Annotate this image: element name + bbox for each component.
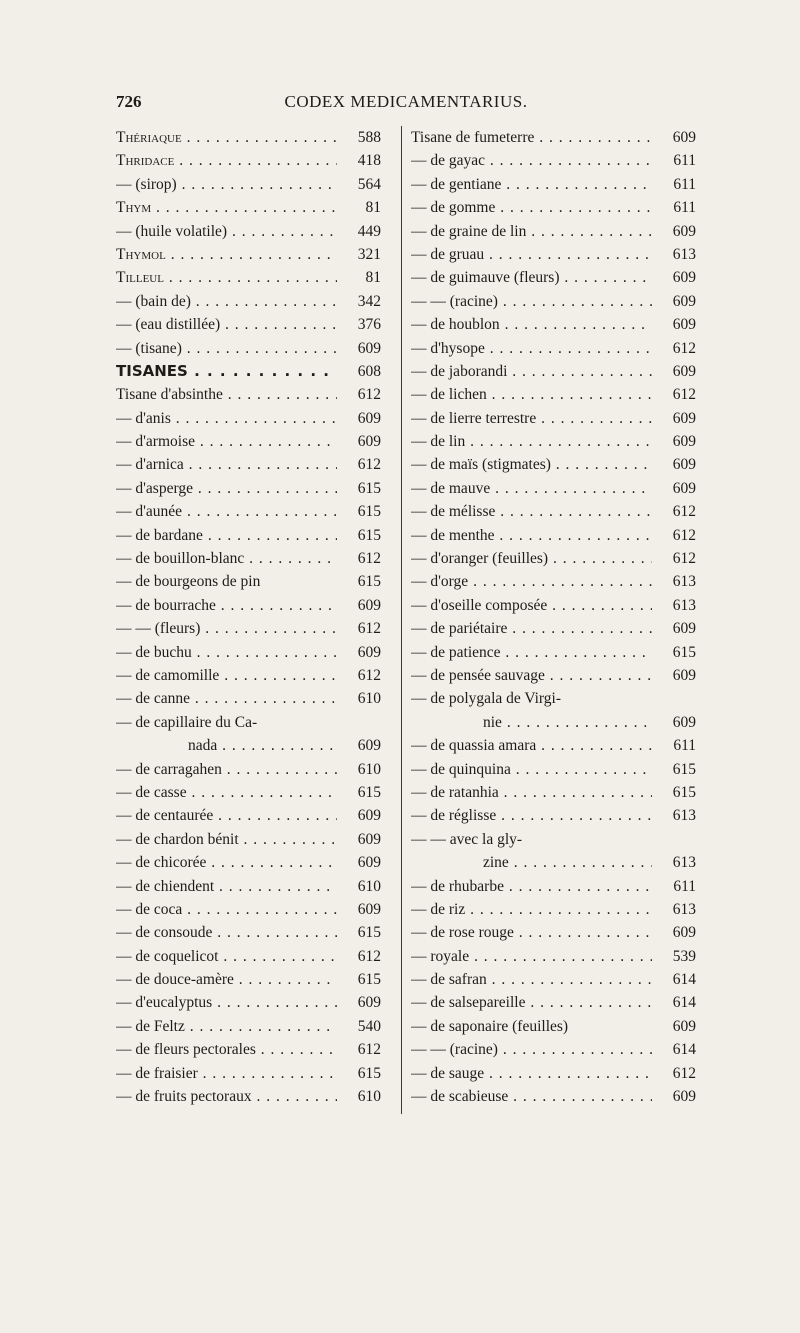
index-entry <box>411 898 696 921</box>
entry-page-number: 609 <box>672 222 696 240</box>
index-entry <box>411 991 696 1014</box>
entry-page-number: 612 <box>672 503 696 521</box>
entry-page-number: 612 <box>357 1041 381 1059</box>
index-entry <box>116 570 381 593</box>
index-entry <box>411 149 696 172</box>
index-entry <box>411 243 696 266</box>
entry-label: — d'eucalyptus . . . <box>116 991 337 1014</box>
entry-page-number: 615 <box>672 643 696 661</box>
entry-page-number: 615 <box>357 783 381 801</box>
entry-page-number: 612 <box>672 386 696 404</box>
index-entry <box>411 851 696 874</box>
index-entry <box>411 734 696 757</box>
index-entry <box>116 290 381 313</box>
entry-page-number: 613 <box>672 900 696 918</box>
entry-page-number: 342 <box>357 292 381 310</box>
index-entry <box>411 968 696 991</box>
index-entry <box>116 243 381 266</box>
page-number: 726 <box>116 92 142 111</box>
entry-label: — d'orge . . . <box>411 570 652 593</box>
index-entry <box>116 828 381 851</box>
entry-label: — de lin . . . <box>411 430 652 453</box>
entry-label: — de centaurée . . . <box>116 804 337 827</box>
entry-page-number: 612 <box>357 386 381 404</box>
entry-label: — d'hysope . . . <box>411 337 652 360</box>
index-entry <box>411 383 696 406</box>
index-entry <box>116 711 381 734</box>
entry-label: — de quinquina . . . <box>411 758 652 781</box>
index-entry <box>411 407 696 430</box>
entry-label: — d'oseille composée . . . <box>411 594 652 617</box>
entry-label: — de pensée sauvage . . . <box>411 664 652 687</box>
entry-page-number: 615 <box>357 526 381 544</box>
entry-label: Thériaque . . . <box>116 126 337 149</box>
entry-label: — de pariétaire . . . <box>411 617 652 640</box>
entry-page-number: 609 <box>357 737 381 755</box>
entry-page-number: 615 <box>357 479 381 497</box>
index-entry <box>116 383 381 406</box>
index-entry <box>116 875 381 898</box>
entry-label: Thymol . . . <box>116 243 337 266</box>
index-entry <box>116 313 381 336</box>
index-entry <box>411 290 696 313</box>
entry-label: — de bouillon-blanc . . . <box>116 547 337 570</box>
index-entry <box>116 1062 381 1085</box>
entry-label: — de rhubarbe . . . <box>411 875 652 898</box>
entry-label: — de carragahen . . . <box>116 758 337 781</box>
entry-label: — de camomille . . . <box>116 664 337 687</box>
entry-label: — de capillaire du Ca- <box>116 713 258 731</box>
entry-page-number: 613 <box>672 596 696 614</box>
index-entry <box>116 664 381 687</box>
index-entry <box>116 594 381 617</box>
entry-page-number: 609 <box>672 479 696 497</box>
entry-page-number: 609 <box>672 1088 696 1106</box>
entry-page-number: 609 <box>672 269 696 287</box>
index-entry <box>116 687 381 710</box>
index-entry <box>411 500 696 523</box>
index-entry <box>116 547 381 570</box>
entry-label: — de rose rouge . . . <box>411 921 652 944</box>
entry-label: — de saponaire (feuilles) <box>411 1017 569 1035</box>
entry-label: — de réglisse . . . <box>411 804 652 827</box>
entry-label: — de gomme . . . <box>411 196 652 219</box>
index-column-right <box>411 126 696 1108</box>
entry-label: TISANES . . . <box>116 360 337 383</box>
entry-label: — de gruau . . . <box>411 243 652 266</box>
index-entry <box>116 477 381 500</box>
index-entry <box>411 524 696 547</box>
index-entry <box>411 1085 696 1108</box>
entry-label: — de coquelicot . . . <box>116 945 337 968</box>
entry-label: — de consoude . . . <box>116 921 337 944</box>
index-entry <box>116 758 381 781</box>
index-entry <box>116 220 381 243</box>
entry-page-number: 615 <box>357 573 381 591</box>
index-entry <box>116 500 381 523</box>
entry-page-number: 539 <box>672 947 696 965</box>
index-entry <box>411 1062 696 1085</box>
entry-page-number: 612 <box>357 620 381 638</box>
entry-page-number: 612 <box>357 456 381 474</box>
entry-page-number: 609 <box>357 409 381 427</box>
index-entry <box>411 220 696 243</box>
entry-page-number: 609 <box>357 854 381 872</box>
index-entry <box>411 594 696 617</box>
entry-page-number: 614 <box>672 994 696 1012</box>
index-entry <box>411 313 696 336</box>
index-entry <box>411 126 696 149</box>
entry-label: — de sauge . . . <box>411 1062 652 1085</box>
index-entry <box>411 617 696 640</box>
entry-label: — de bourgeons de pin <box>116 573 261 591</box>
entry-label: — — (racine) . . . <box>411 1038 652 1061</box>
entry-label: — de guimauve (fleurs) . . . <box>411 266 652 289</box>
entry-label: — de mauve . . . <box>411 477 652 500</box>
entry-label: zine . . . <box>483 851 652 874</box>
entry-label: — de lichen . . . <box>411 383 652 406</box>
entry-label: — de bourrache . . . <box>116 594 337 617</box>
index-entry <box>411 664 696 687</box>
column-divider <box>401 126 402 1114</box>
entry-label: — d'aunée . . . <box>116 500 337 523</box>
entry-label: — de lierre terrestre . . . <box>411 407 652 430</box>
index-entry <box>411 828 696 851</box>
entry-label: — d'anis . . . <box>116 407 337 430</box>
entry-page-number: 609 <box>672 666 696 684</box>
index-entry <box>116 524 381 547</box>
index-entry <box>116 804 381 827</box>
entry-page-number: 540 <box>357 1017 381 1035</box>
entry-page-number: 609 <box>357 596 381 614</box>
entry-label: — (tisane) . . . <box>116 337 337 360</box>
entry-label: — de polygala de Virgi- <box>411 690 562 708</box>
entry-label: — de menthe . . . <box>411 524 652 547</box>
entry-label: — de gentiane . . . <box>411 173 652 196</box>
index-entry <box>411 337 696 360</box>
entry-page-number: 615 <box>357 971 381 989</box>
index-entry <box>411 687 696 710</box>
entry-label: — de mélisse . . . <box>411 500 652 523</box>
entry-page-number: 321 <box>357 245 381 263</box>
index-entry <box>411 781 696 804</box>
entry-label: — de douce-amère . . . <box>116 968 337 991</box>
index-entry <box>411 196 696 219</box>
entry-label: — — avec la gly- <box>411 830 523 848</box>
entry-page-number: 418 <box>357 152 381 170</box>
index-entry <box>116 266 381 289</box>
entry-label: — de gayac . . . <box>411 149 652 172</box>
entry-page-number: 608 <box>357 362 381 380</box>
entry-page-number: 609 <box>672 924 696 942</box>
index-entry <box>411 547 696 570</box>
entry-label: Tilleul . . . <box>116 266 337 289</box>
entry-page-number: 613 <box>672 807 696 825</box>
entry-page-number: 564 <box>357 175 381 193</box>
entry-page-number: 609 <box>672 713 696 731</box>
entry-page-number: 609 <box>357 900 381 918</box>
entry-label: — d'arnica . . . <box>116 453 337 476</box>
entry-label: — de fleurs pectorales . . . <box>116 1038 337 1061</box>
index-entry <box>116 430 381 453</box>
entry-label: — de Feltz . . . <box>116 1015 337 1038</box>
index-entry <box>116 734 381 757</box>
entry-label: — de salsepareille . . . <box>411 991 652 1014</box>
entry-label: nada . . . <box>188 734 337 757</box>
entry-label: — de chiendent . . . <box>116 875 337 898</box>
entry-page-number: 609 <box>357 994 381 1012</box>
entry-label: — de houblon . . . <box>411 313 652 336</box>
entry-page-number: 612 <box>357 947 381 965</box>
index-entry <box>411 266 696 289</box>
entry-page-number: 615 <box>672 760 696 778</box>
entry-page-number: 611 <box>673 877 696 895</box>
entry-label: — de chicorée . . . <box>116 851 337 874</box>
entry-page-number: 610 <box>357 760 381 778</box>
entry-page-number: 609 <box>672 362 696 380</box>
entry-page-number: 609 <box>672 409 696 427</box>
entry-page-number: 609 <box>672 620 696 638</box>
entry-page-number: 612 <box>672 339 696 357</box>
entry-page-number: 609 <box>672 129 696 146</box>
entry-label: Thym . . . <box>116 196 337 219</box>
entry-page-number: 609 <box>357 807 381 825</box>
index-entry <box>116 1038 381 1061</box>
running-title: CODEX MEDICAMENTARIUS. <box>284 92 528 111</box>
entry-page-number: 610 <box>357 877 381 895</box>
index-entry <box>411 758 696 781</box>
index-entry <box>411 875 696 898</box>
entry-label: — de coca . . . <box>116 898 337 921</box>
index-entry <box>116 921 381 944</box>
index-entry <box>411 641 696 664</box>
entry-label: — de riz . . . <box>411 898 652 921</box>
entry-page-number: 613 <box>672 245 696 263</box>
index-entry <box>411 804 696 827</box>
index-entry <box>116 196 381 219</box>
entry-page-number: 588 <box>357 129 381 146</box>
index-entry <box>116 360 381 383</box>
index-entry <box>116 173 381 196</box>
entry-page-number: 612 <box>357 550 381 568</box>
index-entry <box>116 781 381 804</box>
entry-page-number: 609 <box>357 643 381 661</box>
index-entry <box>411 945 696 968</box>
entry-page-number: 449 <box>357 222 381 240</box>
index-entry <box>116 149 381 172</box>
index-entry <box>116 453 381 476</box>
index-entry <box>411 173 696 196</box>
index-entry <box>411 430 696 453</box>
index-entry <box>411 570 696 593</box>
entry-label: — (sirop) . . . <box>116 173 337 196</box>
entry-page-number: 615 <box>357 1064 381 1082</box>
entry-page-number: 612 <box>672 550 696 568</box>
index-entry <box>411 711 696 734</box>
entry-label: — de bardane . . . <box>116 524 337 547</box>
entry-page-number: 609 <box>672 1017 696 1035</box>
entry-page-number: 615 <box>672 783 696 801</box>
entry-label: Tisane de fumeterre . . . <box>411 126 652 149</box>
entry-page-number: 615 <box>357 924 381 942</box>
entry-label: — (huile volatile) . . . <box>116 220 337 243</box>
entry-label: — de safran . . . <box>411 968 652 991</box>
index-entry <box>116 968 381 991</box>
entry-page-number: 613 <box>672 854 696 872</box>
entry-label: — de graine de lin . . . <box>411 220 652 243</box>
entry-label: Tisane d'absinthe . . . <box>116 383 337 406</box>
index-entry <box>116 617 381 640</box>
entry-page-number: 612 <box>672 526 696 544</box>
index-entry <box>116 991 381 1014</box>
entry-page-number: 81 <box>365 199 381 217</box>
entry-page-number: 609 <box>357 339 381 357</box>
entry-page-number: 614 <box>672 971 696 989</box>
entry-label: — de fraisier . . . <box>116 1062 337 1085</box>
entry-label: — — (racine) . . . <box>411 290 652 313</box>
index-entry <box>411 477 696 500</box>
index-entry <box>116 337 381 360</box>
entry-label: — de fruits pectoraux . . . <box>116 1085 337 1108</box>
entry-label: — de buchu . . . <box>116 641 337 664</box>
entry-page-number: 614 <box>672 1041 696 1059</box>
entry-label: — de jaborandi . . . <box>411 360 652 383</box>
entry-page-number: 611 <box>673 737 696 755</box>
index-entry <box>116 898 381 921</box>
entry-label: — de chardon bénit . . . <box>116 828 337 851</box>
index-entry <box>116 945 381 968</box>
entry-page-number: 610 <box>357 690 381 708</box>
entry-page-number: 611 <box>673 152 696 170</box>
entry-page-number: 609 <box>672 292 696 310</box>
entry-label: — d'armoise . . . <box>116 430 337 453</box>
entry-page-number: 376 <box>357 316 381 334</box>
entry-label: — — (fleurs) . . . <box>116 617 337 640</box>
entry-label: — d'asperge . . . <box>116 477 337 500</box>
entry-page-number: 611 <box>673 199 696 217</box>
entry-label: — de maïs (stigmates) . . . <box>411 453 652 476</box>
entry-page-number: 612 <box>672 1064 696 1082</box>
entry-label: — de ratanhia . . . <box>411 781 652 804</box>
entry-page-number: 609 <box>357 830 381 848</box>
entry-label: — de casse . . . <box>116 781 337 804</box>
index-entry <box>411 921 696 944</box>
index-column-left <box>116 126 381 1108</box>
entry-label: — de canne . . . <box>116 687 337 710</box>
index-entry <box>116 407 381 430</box>
index-entry <box>116 641 381 664</box>
entry-label: — d'oranger (feuilles) . . . <box>411 547 652 570</box>
entry-page-number: 609 <box>357 433 381 451</box>
index-entry <box>116 1085 381 1108</box>
index-entry <box>411 360 696 383</box>
entry-page-number: 612 <box>357 666 381 684</box>
entry-label: nie . . . <box>483 711 652 734</box>
entry-label: — (eau distillée) . . . <box>116 313 337 336</box>
entry-label: — de quassia amara . . . <box>411 734 652 757</box>
entry-label: — (bain de) . . . <box>116 290 337 313</box>
index-entry <box>116 851 381 874</box>
entry-page-number: 615 <box>357 503 381 521</box>
entry-label: — de scabieuse . . . <box>411 1085 652 1108</box>
index-entry <box>411 1015 696 1038</box>
entry-page-number: 609 <box>672 456 696 474</box>
page-header <box>116 92 696 116</box>
entry-label: — de patience . . . <box>411 641 652 664</box>
entry-page-number: 609 <box>672 316 696 334</box>
index-entry <box>116 1015 381 1038</box>
entry-label: — royale . . . <box>411 945 652 968</box>
entry-page-number: 81 <box>365 269 381 287</box>
entry-label: Thridace . . . <box>116 149 337 172</box>
index-entry <box>411 453 696 476</box>
index-entry <box>116 126 381 149</box>
entry-page-number: 611 <box>673 175 696 193</box>
entry-page-number: 613 <box>672 573 696 591</box>
index-entry <box>411 1038 696 1061</box>
entry-page-number: 610 <box>357 1088 381 1106</box>
entry-page-number: 609 <box>672 433 696 451</box>
